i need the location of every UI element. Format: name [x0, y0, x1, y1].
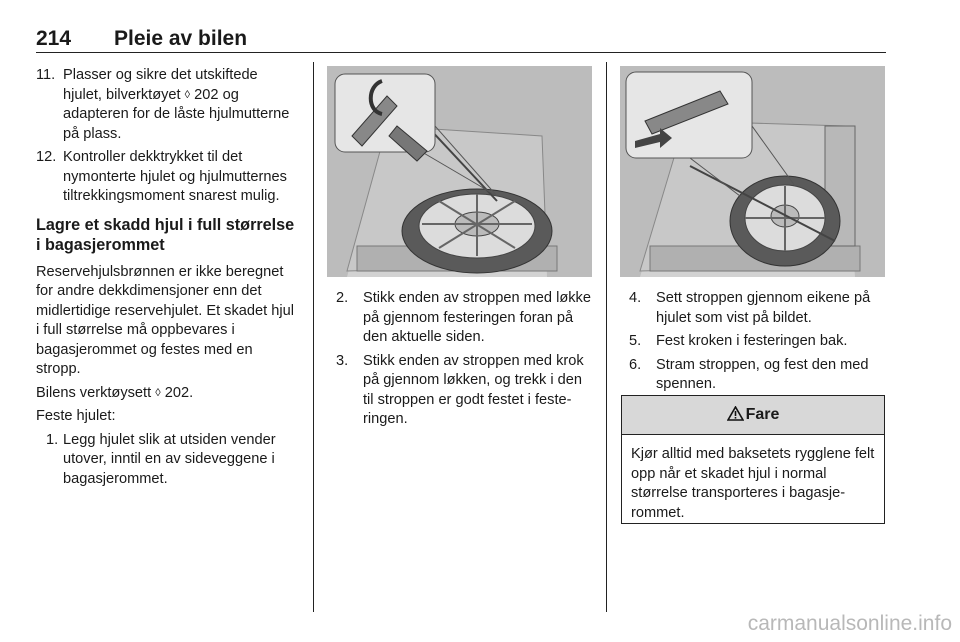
column-2: [336, 289, 594, 434]
step-6: 6. Stram stroppen, og fest den med spennen.: [629, 356, 869, 392]
paragraph-fasten: Feste hjulet:: [36, 408, 116, 424]
page-number: 214: [36, 27, 72, 50]
page-reference-link[interactable]: 202: [194, 86, 219, 103]
paragraph-spare-well: Reservehjulsbrønnen er ikke beregnet for andre dekkdimensjoner enn det midlertidige reservehjulet. Et skadet hjul i full størrelse må oppbevares i bagasjerommet og festes med en stropp.: [36, 263, 294, 377]
column-3: [629, 289, 887, 399]
page-header: [36, 0, 886, 53]
sub-steps: [36, 431, 298, 490]
warning-box: [621, 395, 885, 524]
section-heading: Lagre et skadd hjul i full størrelse i bagasjerommet: [36, 215, 295, 254]
figure-strap-through-ring: [327, 66, 592, 277]
warning-header: [622, 396, 884, 435]
figure-strap-through-spokes: [620, 66, 885, 277]
column-divider-2: [606, 62, 607, 612]
warning-title: Fare: [745, 406, 780, 423]
watermark: carmanualsonline.info: [747, 612, 952, 635]
reference-arrow-icon: ◊: [155, 386, 161, 399]
warning-triangle-icon: [727, 406, 744, 421]
step-12: 12. Kontroller dekktrykket til det nymonterte hjulet og hjulmutternes tiltrekkingsmoment snarest mulig.: [36, 149, 287, 204]
warning-text: Kjør alltid med baksetets rygglene felt opp når et skadet hjul i normal størrelse transporteres i bagasjerommet.: [631, 446, 875, 521]
step-3: 3. Stikk enden av stroppen med krok på gjennom løkken, og trekk i den til stroppen er godt festet i festeringen.: [336, 352, 584, 427]
page-reference-link[interactable]: 202.: [164, 384, 194, 401]
column-divider-1: [313, 62, 314, 612]
step-4: 4. Sett stroppen gjennom eikene på hjulet som vist på bildet.: [629, 290, 871, 326]
step-11: 11. Plasser og sikre det utskiftede hjulet, bilverktøyet ◊ 202 og adapteren for de låste hjulmutterne på plass.: [36, 67, 290, 142]
page-title: Pleie av bilen: [114, 27, 248, 50]
paragraph-toolkit: Bilens verktøysett ◊ 202.: [36, 384, 194, 401]
step-1: 1. Legg hjulet slik at utsiden vender utover, inntil en av sideveggene i bagasjerommet.: [46, 431, 276, 487]
reference-arrow-icon: ◊: [184, 88, 191, 101]
step-2: 2. Stikk enden av stroppen med løkke på gjennom festeringen foran på den aktuelle siden.: [336, 290, 591, 345]
step-5: 5. Fest kroken i festeringen bak.: [629, 333, 848, 349]
column-1: [36, 66, 298, 493]
